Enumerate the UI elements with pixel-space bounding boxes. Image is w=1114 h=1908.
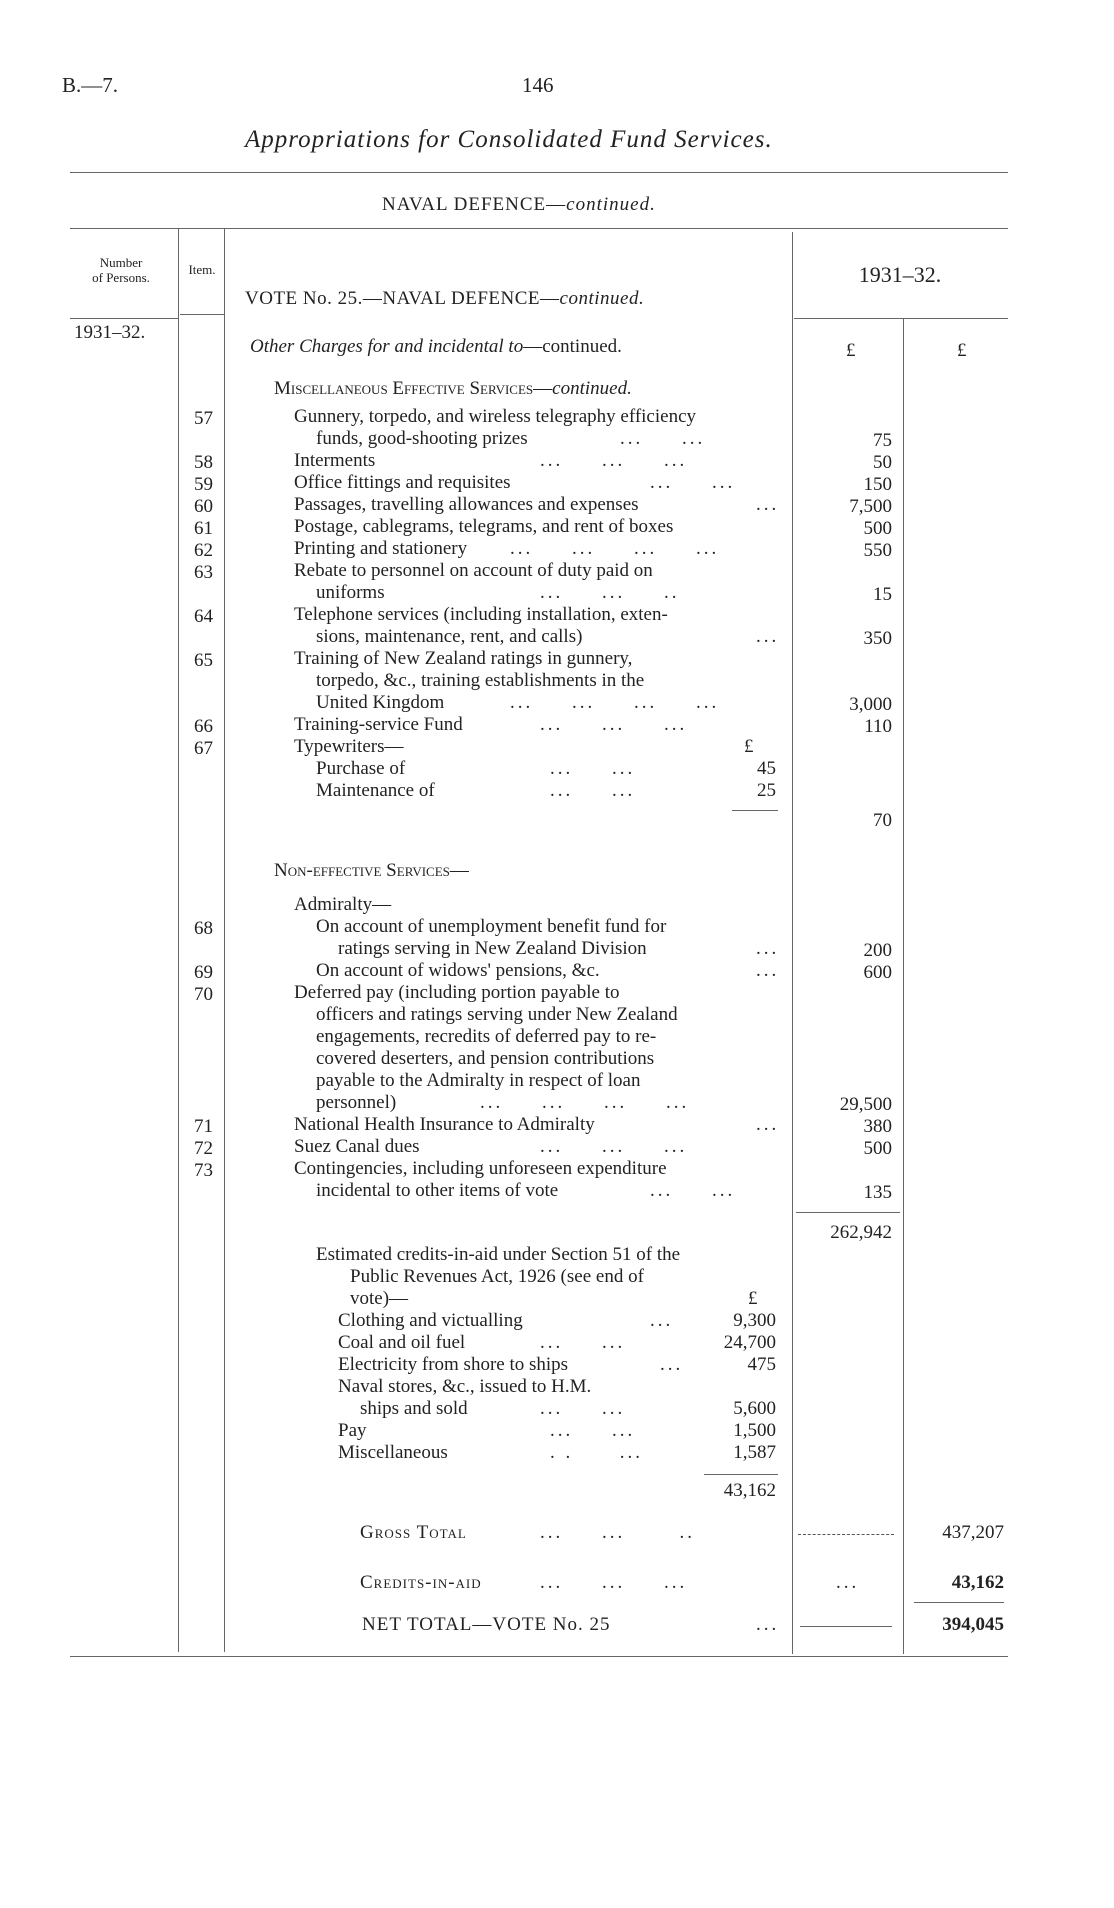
credits-intro: Public Revenues Act, 1926 (see end of	[350, 1266, 644, 1287]
item-desc: Interments	[294, 450, 376, 471]
item-desc: covered deserters, and pension contributions	[316, 1048, 655, 1069]
item-desc: United Kingdom	[316, 692, 445, 713]
leader-dots: ... ... ...	[540, 1572, 688, 1593]
leader-dots: ...	[756, 960, 780, 981]
item-amount: 150	[863, 474, 892, 495]
leader-dots: ... ...	[620, 428, 706, 449]
rule	[794, 318, 1008, 319]
rule	[704, 1474, 778, 1475]
leader-dots: ...	[756, 494, 780, 515]
net-total-amount: 394,045	[942, 1614, 1004, 1635]
item-number: 63	[194, 562, 213, 583]
typewriter-maintenance-amount: 25	[757, 780, 776, 801]
rule	[70, 1656, 1008, 1657]
item-number: 70	[194, 984, 213, 1005]
pound-sign: £	[748, 1288, 758, 1309]
persons-header-l1: Number	[99, 255, 143, 270]
item-amount: 380	[863, 1116, 892, 1137]
rule	[180, 314, 224, 315]
item-desc: Printing and stationery	[294, 538, 468, 559]
leader-dots: ... ... ... ...	[510, 538, 720, 559]
item-amount: 7,500	[849, 496, 892, 517]
rule	[70, 318, 178, 319]
item-desc: Deferred pay (including portion payable to	[294, 982, 620, 1003]
gross-total-amount: 437,207	[942, 1522, 1004, 1543]
typewriter-purchase-label: Purchase of	[316, 758, 406, 779]
item-desc: Passages, travelling allowances and expenses	[294, 494, 639, 515]
item-desc: officers and ratings serving under New Zealand	[316, 1004, 678, 1025]
item-number: 69	[194, 962, 213, 983]
leader-dots: ...	[756, 938, 780, 959]
section-cont: continued.	[566, 194, 656, 215]
item-number: 64	[194, 606, 213, 627]
item-amount: 3,000	[849, 694, 892, 715]
page-number: 146	[522, 73, 554, 97]
credits-intro: vote)—	[350, 1288, 409, 1309]
credits-total: 43,162	[723, 1480, 776, 1501]
misc-heading	[274, 378, 632, 400]
leader-dots: ... ... ...	[540, 1136, 688, 1157]
leader-dots: ...	[650, 1310, 674, 1331]
credit-amount: 1,587	[733, 1442, 776, 1463]
pound-col-1: £	[846, 340, 856, 361]
item-amount: 29,500	[839, 1094, 892, 1115]
credit-label: ships and sold	[360, 1398, 468, 1419]
misc-heading-text: Miscellaneous Effective Services—	[274, 378, 553, 399]
credit-label: Pay	[338, 1420, 367, 1441]
item-desc: Typewriters—	[294, 736, 404, 757]
item-desc: Contingencies, including unforeseen expenditure	[294, 1158, 667, 1179]
item-desc: Office fittings and requisites	[294, 472, 511, 493]
item-number: 57	[194, 408, 213, 429]
other-charges-heading	[250, 336, 622, 358]
item-amount: 15	[873, 584, 892, 605]
item-desc: incidental to other items of vote	[316, 1180, 559, 1201]
col-divider	[792, 232, 793, 1654]
item-amount: 500	[863, 1138, 892, 1159]
credit-label: Miscellaneous	[338, 1442, 448, 1463]
typewriter-purchase-amount: 45	[757, 758, 776, 779]
typewriter-total: 70	[873, 810, 892, 831]
vote-title-text: VOTE No. 25.—NAVAL DEFENCE—	[245, 288, 560, 309]
leader-dots: ... ...	[540, 1332, 626, 1353]
leader-dots: ... ... ...	[540, 714, 688, 735]
leader-dots: ... ...	[550, 780, 636, 801]
col-year-header: 1931–32.	[858, 262, 942, 287]
leader-dots: ...	[756, 626, 780, 647]
leader-dots: ...	[756, 1614, 780, 1635]
item-amount: 200	[863, 940, 892, 961]
pound-col-2: £	[957, 340, 967, 361]
report-code: B.—7.	[62, 73, 119, 97]
item-amount: 135	[863, 1182, 892, 1203]
gross-total-label: Gross Total	[360, 1522, 467, 1543]
credits-in-aid-amount: 43,162	[951, 1572, 1004, 1593]
item-desc: On account of unemployment benefit fund for	[316, 916, 667, 937]
leader-dots: ... ...	[650, 1180, 736, 1201]
item-desc: payable to the Admiralty in respect of loan	[316, 1070, 641, 1091]
persons-year: 1931–32.	[74, 322, 146, 343]
rule	[70, 172, 1008, 173]
col-divider	[178, 228, 179, 1652]
credit-amount: 475	[747, 1354, 776, 1375]
leader-dots: ... ...	[550, 758, 636, 779]
col-persons-header	[70, 255, 172, 285]
leader-dots: ... ... ... ...	[510, 692, 720, 713]
section-title	[382, 194, 656, 216]
leader-dots: ... ... ...	[540, 450, 688, 471]
item-desc: National Health Insurance to Admiralty	[294, 1114, 595, 1135]
item-desc: uniforms	[316, 582, 385, 603]
credit-amount: 5,600	[733, 1398, 776, 1419]
col-item-header: Item.	[188, 262, 216, 277]
item-number: 62	[194, 540, 213, 561]
leader-dots: ... ...	[650, 472, 736, 493]
item-desc: torpedo, &c., training establishments in the	[316, 670, 645, 691]
item-desc: sions, maintenance, rent, and calls)	[316, 626, 583, 647]
credit-amount: 9,300	[733, 1310, 776, 1331]
item-number: 72	[194, 1138, 213, 1159]
item-desc: Gunnery, torpedo, and wireless telegraphy efficiency	[294, 406, 697, 427]
rule	[70, 228, 1008, 229]
credits-in-aid-label: Credits-in-aid	[360, 1572, 482, 1593]
item-desc: Telephone services (including installation, exten-	[294, 604, 668, 625]
non-effective-heading: Non-effective Services—	[274, 860, 469, 881]
credit-amount: 24,700	[723, 1332, 776, 1353]
item-desc: funds, good-shooting prizes	[316, 428, 528, 449]
rule	[732, 810, 778, 811]
item-amount: 110	[864, 716, 892, 737]
other-charges-cont: —continued.	[523, 336, 622, 357]
subtotal-amount: 262,942	[830, 1222, 892, 1243]
pound-sign: £	[744, 736, 754, 757]
leader-dots: ...	[836, 1572, 860, 1593]
page-title: Appropriations for Consolidated Fund Services.	[245, 126, 773, 153]
item-amount: 550	[863, 540, 892, 561]
leader-dots: ... ... ..	[540, 582, 680, 603]
net-total-label: NET TOTAL—VOTE No. 25	[362, 1614, 611, 1635]
item-desc: personnel)	[316, 1092, 397, 1113]
rule	[914, 1602, 1004, 1603]
item-number: 60	[194, 496, 213, 517]
item-number: 61	[194, 518, 213, 539]
item-number: 68	[194, 918, 213, 939]
credit-label: Coal and oil fuel	[338, 1332, 466, 1353]
admiralty-heading: Admiralty—	[294, 894, 392, 915]
leader-dots: ... ...	[540, 1398, 626, 1419]
dash-filler	[800, 1626, 892, 1627]
item-desc: ratings serving in New Zealand Division	[338, 938, 647, 959]
item-desc: Training of New Zealand ratings in gunnery,	[294, 648, 633, 669]
vote-title-cont: continued.	[559, 288, 645, 309]
rule	[796, 1212, 900, 1213]
item-desc: engagements, recredits of deferred pay to re-	[316, 1026, 657, 1047]
persons-header-l2: of Persons.	[92, 270, 150, 285]
item-number: 65	[194, 650, 213, 671]
item-desc: Suez Canal dues	[294, 1136, 420, 1157]
leader-dots: ... ... ..	[540, 1522, 695, 1543]
col-divider	[224, 228, 225, 1652]
item-number: 59	[194, 474, 213, 495]
leader-dots: ...	[660, 1354, 684, 1375]
leader-dots: ... ... ... ...	[480, 1092, 690, 1113]
typewriter-maintenance-label: Maintenance of	[316, 780, 435, 801]
credits-intro: Estimated credits-in-aid under Section 51 of the	[316, 1244, 681, 1265]
item-desc: On account of widows' pensions, &c.	[316, 960, 600, 981]
item-number: 67	[194, 738, 213, 759]
dash-filler	[798, 1534, 894, 1535]
credit-label: Clothing and victualling	[338, 1310, 523, 1331]
col-divider	[903, 318, 904, 1654]
leader-dots: ... ...	[550, 1420, 636, 1441]
item-amount: 500	[863, 518, 892, 539]
item-amount: 75	[873, 430, 892, 451]
credit-label: Electricity from shore to ships	[338, 1354, 569, 1375]
item-desc: Postage, cablegrams, telegrams, and rent of boxes	[294, 516, 674, 537]
other-charges-text: Other Charges for and incidental to	[250, 336, 524, 357]
item-amount: 600	[863, 962, 892, 983]
item-number: 73	[194, 1160, 213, 1181]
item-number: 66	[194, 716, 213, 737]
item-number: 71	[194, 1116, 213, 1137]
misc-heading-cont: continued.	[552, 378, 632, 399]
item-desc: Training-service Fund	[294, 714, 463, 735]
item-amount: 350	[863, 628, 892, 649]
vote-title	[245, 288, 644, 310]
section-name: NAVAL DEFENCE—	[382, 194, 567, 215]
item-number: 58	[194, 452, 213, 473]
leader-dots: . . ...	[550, 1442, 643, 1463]
leader-dots: ...	[756, 1114, 780, 1135]
item-amount: 50	[873, 452, 892, 473]
credit-amount: 1,500	[733, 1420, 776, 1441]
item-desc: Rebate to personnel on account of duty paid on	[294, 560, 653, 581]
credit-label: Naval stores, &c., issued to H.M.	[338, 1376, 592, 1397]
